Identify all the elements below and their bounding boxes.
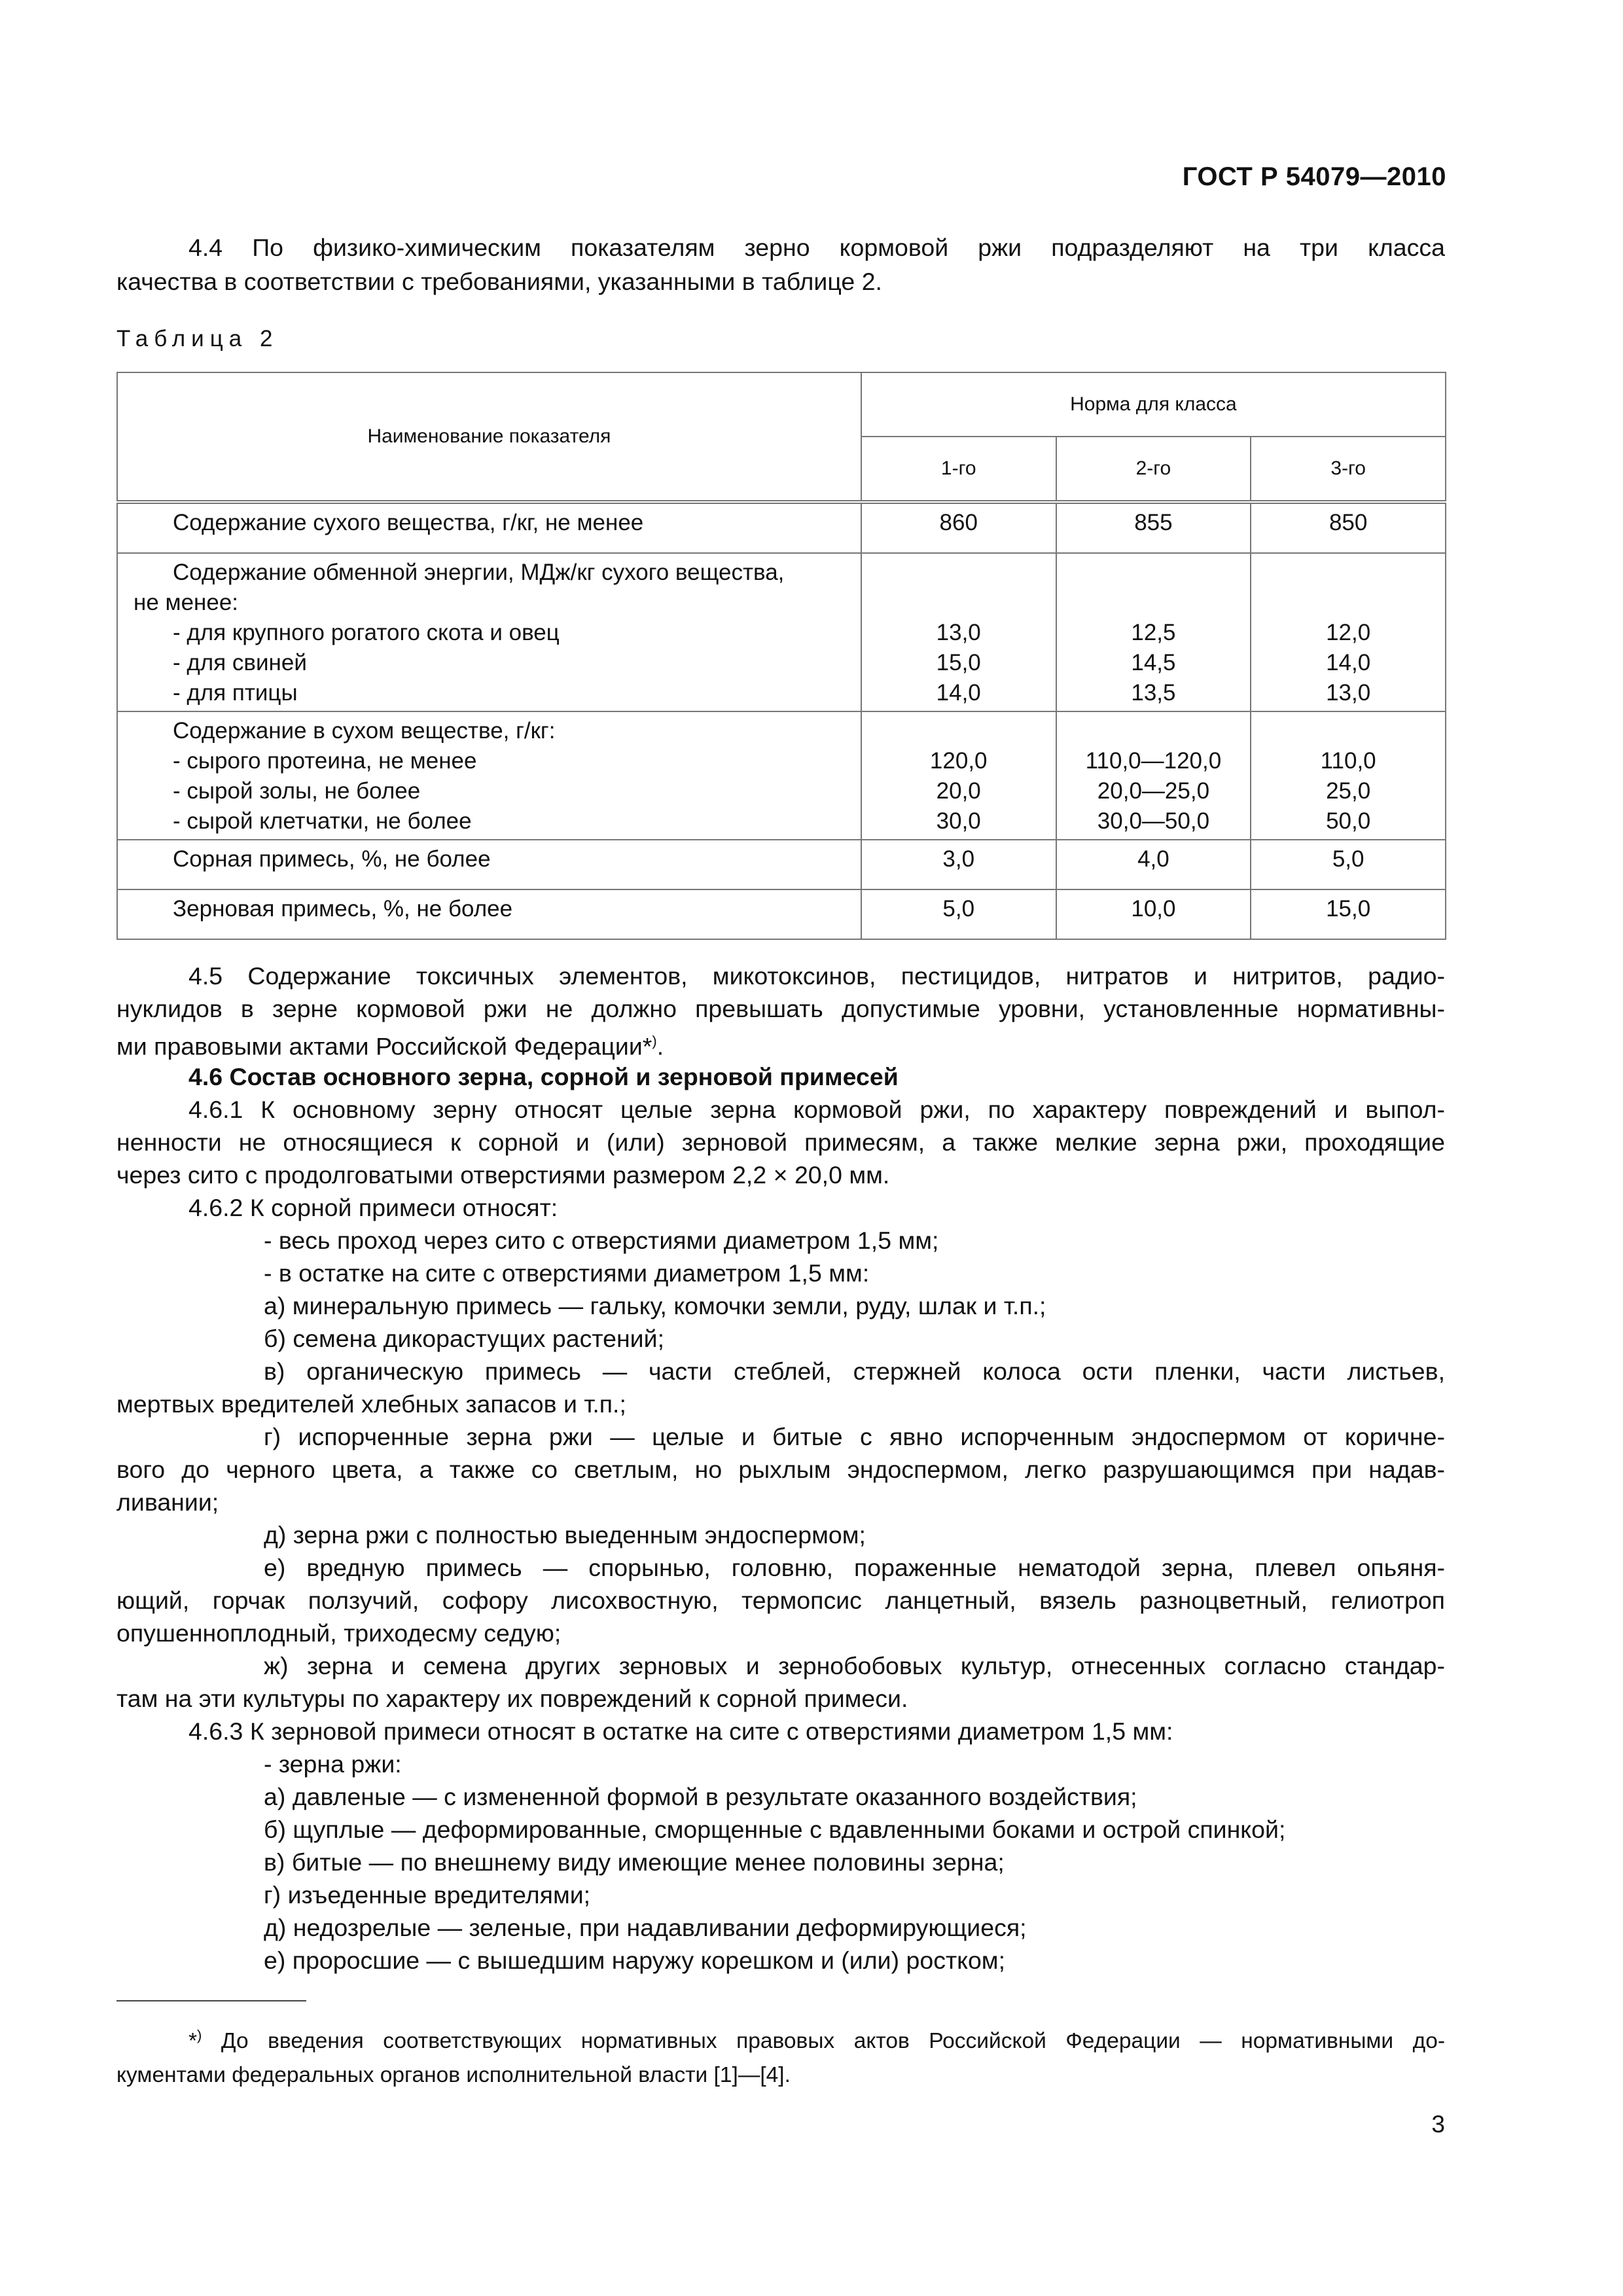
page-number: 3: [1431, 2111, 1445, 2138]
value-line: [1057, 588, 1251, 618]
text-line: 4.4 По физико-химическим показателям зерно кормовой ржи подразделяют на три класса: [188, 234, 1445, 261]
indicator-name-line: Содержание обменной энергии, МДж/кг сухого вещества,: [173, 560, 785, 585]
value-line: 20,0—25,0: [1097, 778, 1210, 804]
list-item: д) недозрелые — зеленые, при надавливании деформирующиеся;: [264, 1914, 1027, 1941]
table-row: [117, 840, 1446, 889]
value-line: 850: [1329, 510, 1368, 535]
list-item: е) вредную примесь — спорынью, головню, пораженные нематодой зерна, плевел опьяня-: [264, 1554, 1445, 1581]
value-line: 30,0: [936, 808, 981, 834]
column-header-norm: Норма для класса: [861, 372, 1446, 437]
paragraph-4-4: [116, 230, 1445, 298]
value-line: 4,0: [1137, 846, 1169, 872]
value-line: 855: [1134, 510, 1173, 535]
value-line: [1251, 558, 1445, 588]
text-line: опушенноплодный, триходесму седую;: [116, 1619, 562, 1647]
value-line: 12,0: [1326, 620, 1371, 645]
value-line: 15,0: [936, 650, 981, 675]
list-item: д) зерна ржи с полностью выеденным эндоспермом;: [264, 1521, 866, 1549]
text-line: 4.6.3 К зерновой примеси относят в остатке на сите с отверстиями диаметром 1,5 мм:: [188, 1717, 1173, 1745]
value-line: 860: [939, 510, 978, 535]
value-line: 20,0: [936, 778, 981, 804]
column-header-class-1: 1-го: [861, 437, 1056, 502]
class-3-value-cell: [1251, 889, 1446, 939]
class-2-value-cell: [1056, 840, 1251, 889]
class-1-value-cell: [861, 840, 1056, 889]
value-line: [862, 716, 1056, 746]
class-1-value-cell: [861, 889, 1056, 939]
footnote: [116, 2018, 1445, 2092]
paragraph-4-5: [116, 960, 1445, 1063]
value-line: 10,0: [1131, 896, 1176, 922]
section-heading: 4.6 Состав основного зерна, сорной и зерновой примесей: [188, 1063, 899, 1090]
text-line: ми правовыми актами Российской Федерации*).: [116, 1032, 664, 1060]
list-item: - весь проход через сито с отверстиями диаметром 1,5 мм;: [264, 1227, 939, 1254]
value-line: [1057, 558, 1251, 588]
list-item: - зерна ржи:: [264, 1750, 402, 1778]
class-1-value-cell: [861, 711, 1056, 840]
indicator-name-cell: [117, 711, 861, 840]
list-item: в) органическую примесь — части стеблей, стержней колоса ости пленки, части листьев,: [264, 1357, 1445, 1385]
text-line: мертвых вредителей хлебных запасов и т.п.;: [116, 1390, 626, 1418]
value-line: 25,0: [1326, 778, 1371, 804]
value-line: 50,0: [1326, 808, 1371, 834]
indicator-name-line: - сырой золы, не более: [173, 778, 421, 804]
value-line: 13,0: [1326, 680, 1371, 706]
indicator-name-line: - сырой клетчатки, не более: [173, 808, 472, 834]
indicator-name-line: Сорная примесь, %, не более: [173, 846, 491, 872]
table-caption: Таблица 2: [116, 326, 279, 351]
table-row: [117, 553, 1446, 711]
column-header-name: Наименование показателя: [117, 372, 861, 502]
text-line: ющий, горчак ползучий, софору лисохвостную, термопсис ланцетный, вязель разноцветный, гелиотроп: [116, 1587, 1445, 1614]
list-item: б) семена дикорастущих растений;: [264, 1325, 664, 1352]
footnote-divider: [116, 2000, 306, 2001]
column-header-class-2: 2-го: [1056, 437, 1251, 502]
value-line: 14,0: [936, 680, 981, 706]
value-line: [1251, 716, 1445, 746]
class-2-value-cell: [1056, 711, 1251, 840]
text-line: 4.6.1 К основному зерну относят целые зерна кормовой ржи, по характеру повреждений и выпол-: [188, 1096, 1445, 1123]
list-item: г) испорченные зерна ржи — целые и битые с явно испорченным эндоспермом от коричне-: [264, 1423, 1445, 1450]
text-line: там на эти культуры по характеру их повреждений к сорной примеси.: [116, 1685, 908, 1712]
list-item: - в остатке на сите с отверстиями диаметром 1,5 мм:: [264, 1259, 870, 1287]
list-item: ж) зерна и семена других зерновых и зернобобовых культур, отнесенных согласно стандар-: [264, 1652, 1445, 1679]
value-line: 5,0: [1332, 846, 1364, 872]
list-item: е) проросшие — с вышедшим наружу корешком и (или) ростком;: [264, 1946, 1006, 1974]
text-line: через сито с продолговатыми отверстиями размером 2,2 × 20,0 мм.: [116, 1161, 890, 1189]
indicator-name-cell: [117, 889, 861, 939]
table-row: [117, 711, 1446, 840]
document-code: ГОСТ Р 54079—2010: [1182, 162, 1446, 191]
indicator-name-line: - для свиней: [173, 650, 307, 675]
value-line: 30,0—50,0: [1097, 808, 1210, 834]
text-line: 4.6.2 К сорной примеси относят:: [188, 1194, 558, 1221]
column-header-class-3: 3-го: [1251, 437, 1446, 502]
text-line: качества в соответствии с требованиями, указанными в таблице 2.: [116, 268, 882, 295]
list-item: г) изъеденные вредителями;: [264, 1881, 591, 1909]
value-line: 3,0: [942, 846, 975, 872]
indicator-name-cell: [117, 840, 861, 889]
value-line: [862, 588, 1056, 618]
indicator-name-line: Содержание в сухом веществе, г/кг:: [173, 718, 556, 744]
footnote-line: *) До введения соответствующих нормативных правовых актов Российской Федерации — нормативными до-: [188, 2027, 1445, 2054]
value-line: 14,0: [1326, 650, 1371, 675]
indicator-name-line: - для крупного рогатого скота и овец: [173, 620, 560, 645]
specification-table: [116, 372, 1446, 940]
class-2-value-cell: [1056, 502, 1251, 553]
text-line: ненности не относящиеся к сорной и (или) зерновой примесям, а также мелкие зерна ржи, проходящие: [116, 1128, 1445, 1156]
text-line: ливании;: [116, 1488, 219, 1516]
list-item: а) давленые — с измененной формой в результате оказанного воздействия;: [264, 1783, 1137, 1810]
value-line: 110,0—120,0: [1085, 748, 1222, 774]
indicator-name-line: - для птицы: [173, 680, 298, 706]
list-item: в) битые — по внешнему виду имеющие менее половины зерна;: [264, 1848, 1005, 1876]
list-item: а) минеральную примесь — гальку, комочки земли, руду, шлак и т.п.;: [264, 1292, 1046, 1319]
class-3-value-cell: [1251, 711, 1446, 840]
indicator-name-line: Зерновая примесь, %, не более: [173, 896, 513, 922]
value-line: 110,0: [1320, 748, 1376, 774]
class-2-value-cell: [1056, 889, 1251, 939]
value-line: 14,5: [1131, 650, 1176, 675]
section-4-6: [116, 1060, 1445, 1977]
indicator-name-line: не менее:: [134, 590, 239, 615]
indicator-name-line: - сырого протеина, не менее: [173, 748, 477, 774]
class-3-value-cell: [1251, 840, 1446, 889]
class-2-value-cell: [1056, 553, 1251, 711]
text-line: нуклидов в зерне кормовой ржи не должно превышать допустимые уровни, установленные нормативны-: [116, 995, 1445, 1022]
value-line: 13,5: [1131, 680, 1176, 706]
value-line: 12,5: [1131, 620, 1176, 645]
class-3-value-cell: [1251, 553, 1446, 711]
value-line: [1251, 588, 1445, 618]
value-line: 120,0: [929, 748, 988, 774]
value-line: 15,0: [1326, 896, 1371, 922]
footnote-line: кументами федеральных органов исполнительной власти [1]—[4].: [116, 2063, 791, 2088]
table-row: [117, 889, 1446, 939]
text-line: 4.5 Содержание токсичных элементов, микотоксинов, пестицидов, нитратов и нитритов, радио-: [188, 962, 1445, 990]
value-line: 5,0: [942, 896, 975, 922]
value-line: [1057, 716, 1251, 746]
class-1-value-cell: [861, 502, 1056, 553]
list-item: б) щуплые — деформированные, сморщенные с вдавленными боками и острой спинкой;: [264, 1816, 1286, 1843]
value-line: 13,0: [936, 620, 981, 645]
text-line: вого до черного цвета, а также со светлым, но рыхлым эндоспермом, легко разрушающимся при надав-: [116, 1456, 1445, 1483]
class-1-value-cell: [861, 553, 1056, 711]
table-row: [117, 502, 1446, 553]
value-line: [862, 558, 1056, 588]
indicator-name-cell: [117, 553, 861, 711]
indicator-name-cell: [117, 502, 861, 553]
class-3-value-cell: [1251, 502, 1446, 553]
indicator-name-line: Содержание сухого вещества, г/кг, не менее: [173, 510, 644, 535]
